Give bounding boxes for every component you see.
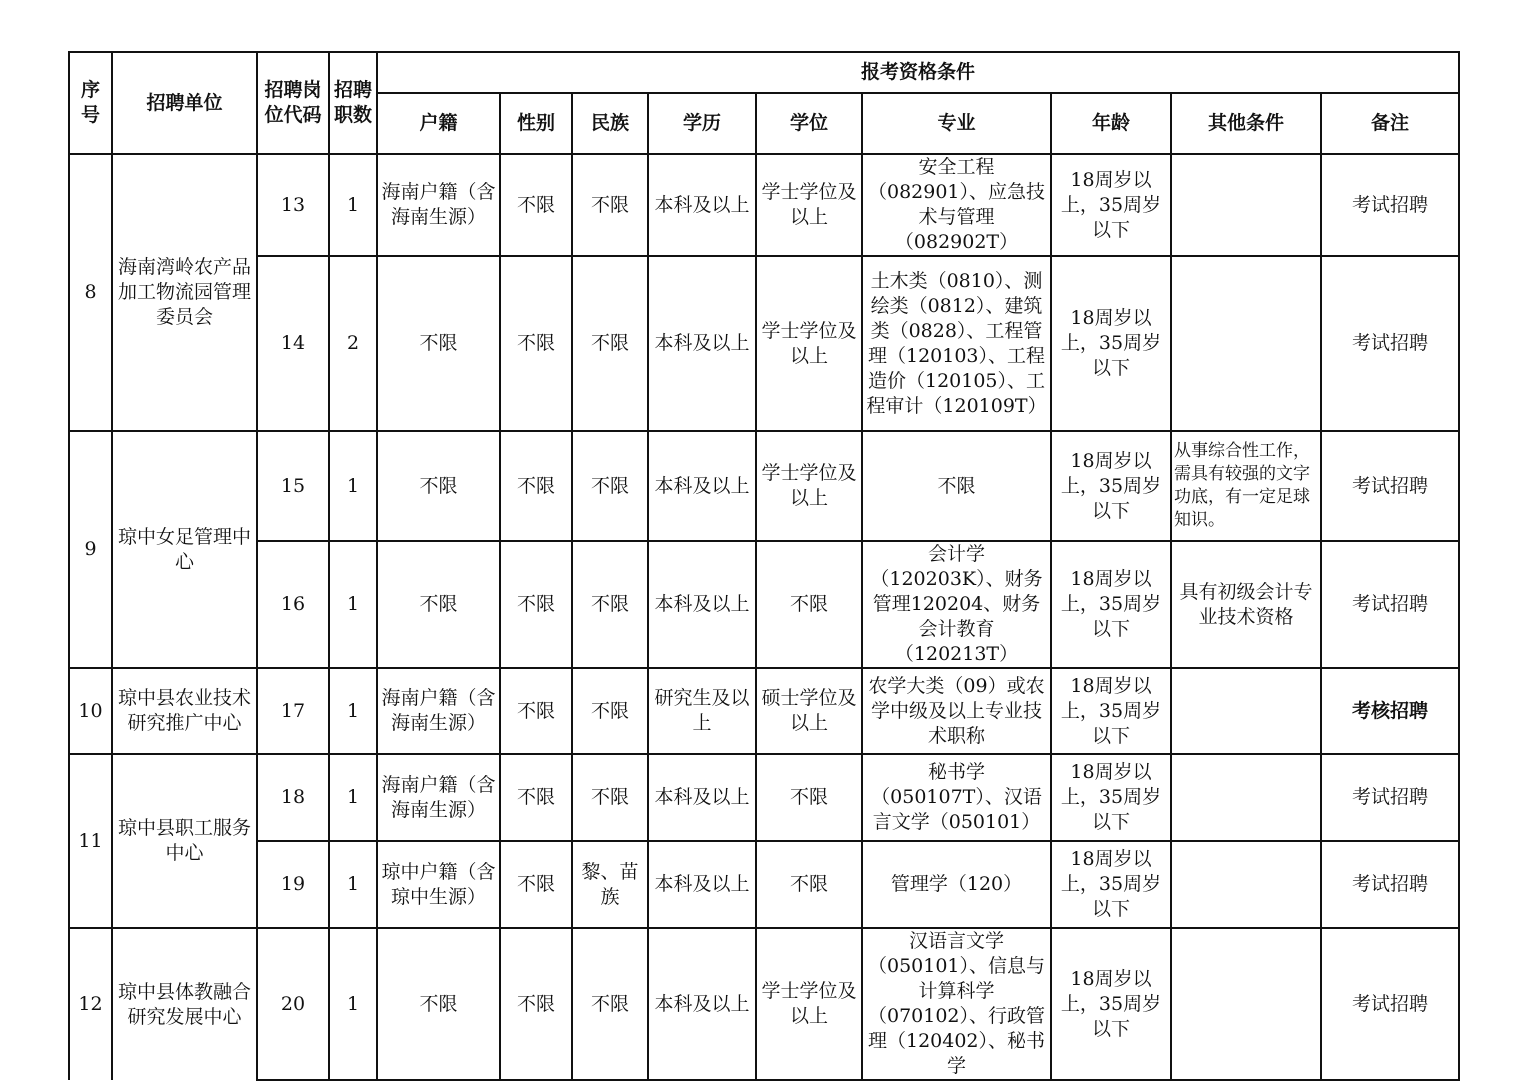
major-cell: 不限 [862,431,1051,541]
seq-cell: 8 [69,154,112,431]
header-major: 专业 [862,93,1051,154]
header-row-1 [69,52,1459,93]
remark-cell: 考试招聘 [1321,754,1459,841]
degree-cell: 学士学位及以上 [756,431,862,541]
huji-cell: 不限 [377,928,500,1080]
header-education: 学历 [648,93,756,154]
age-cell: 18周岁以上，35周岁以下 [1051,928,1171,1080]
degree-cell: 学士学位及以上 [756,928,862,1080]
code-cell: 19 [257,841,329,928]
other-cell [1171,754,1321,841]
count-cell: 1 [329,154,377,256]
unit-cell: 琼中县农业技术研究推广中心 [112,668,257,754]
code-cell: 14 [257,256,329,431]
education-cell: 本科及以上 [648,256,756,431]
degree-cell: 硕士学位及以上 [756,668,862,754]
gender-cell: 不限 [500,668,572,754]
header-count: 招聘职数 [329,52,377,154]
education-cell: 研究生及以上 [648,668,756,754]
table-row [69,541,1459,668]
header-age: 年龄 [1051,93,1171,154]
header-seq: 序号 [69,52,112,154]
education-cell: 本科及以上 [648,841,756,928]
age-cell: 18周岁以上，35周岁以下 [1051,841,1171,928]
major-cell: 秘书学（050107T）、汉语言文学（050101） [862,754,1051,841]
age-cell: 18周岁以上，35周岁以下 [1051,256,1171,431]
seq-cell: 12 [69,928,112,1080]
huji-cell: 不限 [377,256,500,431]
count-cell: 1 [329,841,377,928]
major-cell: 安全工程（082901）、应急技术与管理（082902T） [862,154,1051,256]
table-row [69,256,1459,431]
other-cell: 从事综合性工作，需具有较强的文字功底，有一定足球知识。 [1171,431,1321,541]
header-degree: 学位 [756,93,862,154]
age-cell: 18周岁以上，35周岁以下 [1051,154,1171,256]
ethnic-cell: 不限 [572,541,648,668]
count-cell: 1 [329,928,377,1080]
gender-cell: 不限 [500,928,572,1080]
remark-cell: 考试招聘 [1321,841,1459,928]
gender-cell: 不限 [500,841,572,928]
huji-cell: 琼中户籍（含琼中生源） [377,841,500,928]
education-cell: 本科及以上 [648,541,756,668]
code-cell: 18 [257,754,329,841]
remark-cell: 考试招聘 [1321,154,1459,256]
header-remark: 备注 [1321,93,1459,154]
recruitment-table-container [68,51,1458,1077]
header-conditions: 报考资格条件 [377,52,1459,93]
code-cell: 17 [257,668,329,754]
age-cell: 18周岁以上，35周岁以下 [1051,754,1171,841]
code-cell: 20 [257,928,329,1080]
seq-cell: 9 [69,431,112,668]
ethnic-cell: 不限 [572,928,648,1080]
seq-cell: 11 [69,754,112,928]
header-unit: 招聘单位 [112,52,257,154]
other-cell [1171,668,1321,754]
unit-cell: 琼中女足管理中心 [112,431,257,668]
gender-cell: 不限 [500,431,572,541]
code-cell: 15 [257,431,329,541]
header-code: 招聘岗位代码 [257,52,329,154]
age-cell: 18周岁以上，35周岁以下 [1051,431,1171,541]
major-cell: 会计学（120203K）、财务管理120204、财务会计教育（120213T） [862,541,1051,668]
header-other: 其他条件 [1171,93,1321,154]
unit-cell: 琼中县职工服务中心 [112,754,257,928]
other-cell [1171,256,1321,431]
ethnic-cell: 不限 [572,154,648,256]
huji-cell: 不限 [377,431,500,541]
degree-cell: 不限 [756,541,862,668]
seq-cell: 10 [69,668,112,754]
table-row [69,431,1459,541]
count-cell: 1 [329,754,377,841]
remark-cell: 考试招聘 [1321,431,1459,541]
remark-cell: 考试招聘 [1321,928,1459,1080]
other-cell [1171,928,1321,1080]
code-cell: 16 [257,541,329,668]
code-cell: 13 [257,154,329,256]
header-huji: 户籍 [377,93,500,154]
header-gender: 性别 [500,93,572,154]
remark-cell: 考试招聘 [1321,256,1459,431]
major-cell: 土木类（0810）、测绘类（0812）、建筑类（0828）、工程管理（120103）、工程造价（120105）、工程审计（120109T） [862,256,1051,431]
count-cell: 2 [329,256,377,431]
other-cell [1171,841,1321,928]
ethnic-cell: 不限 [572,754,648,841]
table-row [69,668,1459,754]
huji-cell: 海南户籍（含海南生源） [377,754,500,841]
remark-cell: 考核招聘 [1321,668,1459,754]
table-row [69,841,1459,928]
education-cell: 本科及以上 [648,754,756,841]
gender-cell: 不限 [500,754,572,841]
degree-cell: 不限 [756,841,862,928]
age-cell: 18周岁以上，35周岁以下 [1051,668,1171,754]
major-cell: 农学大类（09）或农学中级及以上专业技术职称 [862,668,1051,754]
education-cell: 本科及以上 [648,154,756,256]
degree-cell: 学士学位及以上 [756,256,862,431]
education-cell: 本科及以上 [648,928,756,1080]
degree-cell: 不限 [756,754,862,841]
recruitment-table [68,51,1460,1081]
age-cell: 18周岁以上，35周岁以下 [1051,541,1171,668]
table-row [69,928,1459,1080]
count-cell: 1 [329,431,377,541]
count-cell: 1 [329,541,377,668]
other-cell [1171,154,1321,256]
ethnic-cell: 不限 [572,431,648,541]
header-ethnic: 民族 [572,93,648,154]
ethnic-cell: 不限 [572,256,648,431]
gender-cell: 不限 [500,256,572,431]
huji-cell: 海南户籍（含海南生源） [377,154,500,256]
huji-cell: 海南户籍（含海南生源） [377,668,500,754]
degree-cell: 学士学位及以上 [756,154,862,256]
count-cell: 1 [329,668,377,754]
major-cell: 管理学（120） [862,841,1051,928]
major-cell: 汉语言文学（050101）、信息与计算科学（070102）、行政管理（120402）、秘书学 [862,928,1051,1080]
education-cell: 本科及以上 [648,431,756,541]
other-cell: 具有初级会计专业技术资格 [1171,541,1321,668]
gender-cell: 不限 [500,541,572,668]
huji-cell: 不限 [377,541,500,668]
remark-cell: 考试招聘 [1321,541,1459,668]
unit-cell: 海南湾岭农产品加工物流园管理委员会 [112,154,257,431]
unit-cell: 琼中县体教融合研究发展中心 [112,928,257,1080]
table-row [69,754,1459,841]
ethnic-cell: 黎、苗族 [572,841,648,928]
table-row [69,154,1459,256]
ethnic-cell: 不限 [572,668,648,754]
gender-cell: 不限 [500,154,572,256]
